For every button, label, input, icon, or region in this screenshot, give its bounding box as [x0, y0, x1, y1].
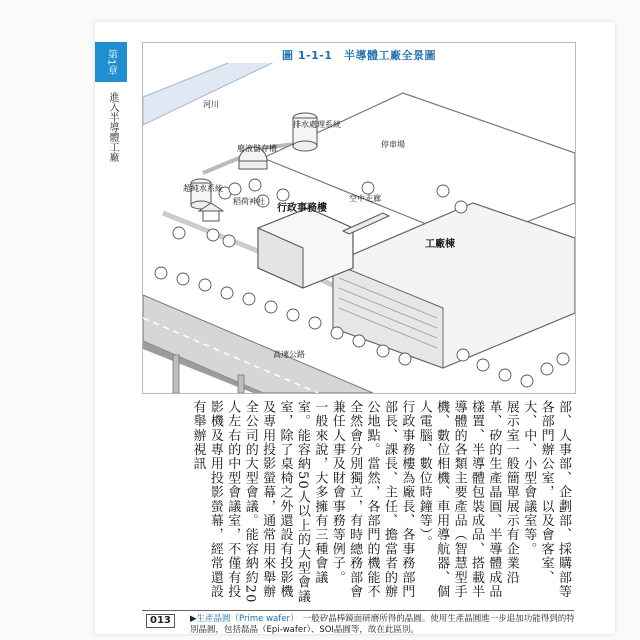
label-river: 河川	[203, 100, 219, 109]
label-highway: 高速公路	[273, 350, 305, 359]
highway-pillar	[238, 375, 244, 393]
chapter-tab-label: 第1章	[105, 48, 117, 76]
chapter-tab[interactable]	[95, 42, 127, 82]
label-liquid-tank: 廢液儲存槽	[237, 144, 277, 153]
paragraph: 一般來說，大多擁有三種會議室。能容納50人以上的大型會議室，除了桌椅之外還設有投影機及專用投影螢幕，通常用來舉辦全公司的大型會議。能容納約20人左右的中型會議室，不僅有投影機及專用投影螢幕，經常還設有舉辦視訊	[190, 400, 328, 604]
figure-title: 圖 1-1-1 半導體工廠全景圖	[282, 49, 436, 62]
label-wastewater-system: 排水處理系統	[293, 120, 341, 129]
paragraph: 展示室一般簡單展示有企業沿革、矽的生產晶圓、半導體成品樣置、半導體包裝成品、搭載半導體的各類主要產品（智慧型手機、數位相機、車用導航器、個人電腦、數位時鐘等）。	[416, 400, 519, 599]
paragraph: 部、人事部、企劃部、採購部等各部門辦公室，以及會客室、大、中、小型會議室等。	[521, 400, 571, 599]
paragraph: 行政事務樓為廠長、各事務部門部長、課長、主任、擔當者的辦公地點。當然，各部門的機能不全然會分別獨立，有時總務部會兼任人事及財會事務等例子。	[329, 400, 415, 599]
factory-panorama-drawing	[143, 63, 575, 393]
label-parking: 停車場	[381, 140, 405, 149]
label-skybridge: 空中走廊	[349, 194, 381, 203]
factory-illustration	[142, 42, 576, 394]
body-text	[142, 400, 572, 608]
label-admin-building: 行政事務樓	[277, 203, 327, 214]
footnote-term: 生產晶圓（Prime wafer）	[196, 614, 295, 624]
label-shrine: 稻荷神社	[233, 197, 265, 206]
footer-divider	[142, 610, 574, 611]
chapter-title: 進入半導體工廠	[107, 92, 118, 162]
page-number: 013	[146, 614, 175, 628]
footnote-marker: ▶	[190, 614, 197, 624]
footnote-text: 一般矽晶棒鏡面研磨所得的晶圓。使用生產晶圓進一步追加功能得到的特別晶圓，包括磊晶（Epi-wafer）、SOI晶圓等，故在此區別。	[190, 614, 575, 635]
label-factory: 工廠棟	[425, 239, 455, 250]
highway-pillar	[173, 355, 179, 393]
label-ultrapure-water: 超純水系統	[183, 184, 223, 193]
footnote	[190, 614, 580, 636]
